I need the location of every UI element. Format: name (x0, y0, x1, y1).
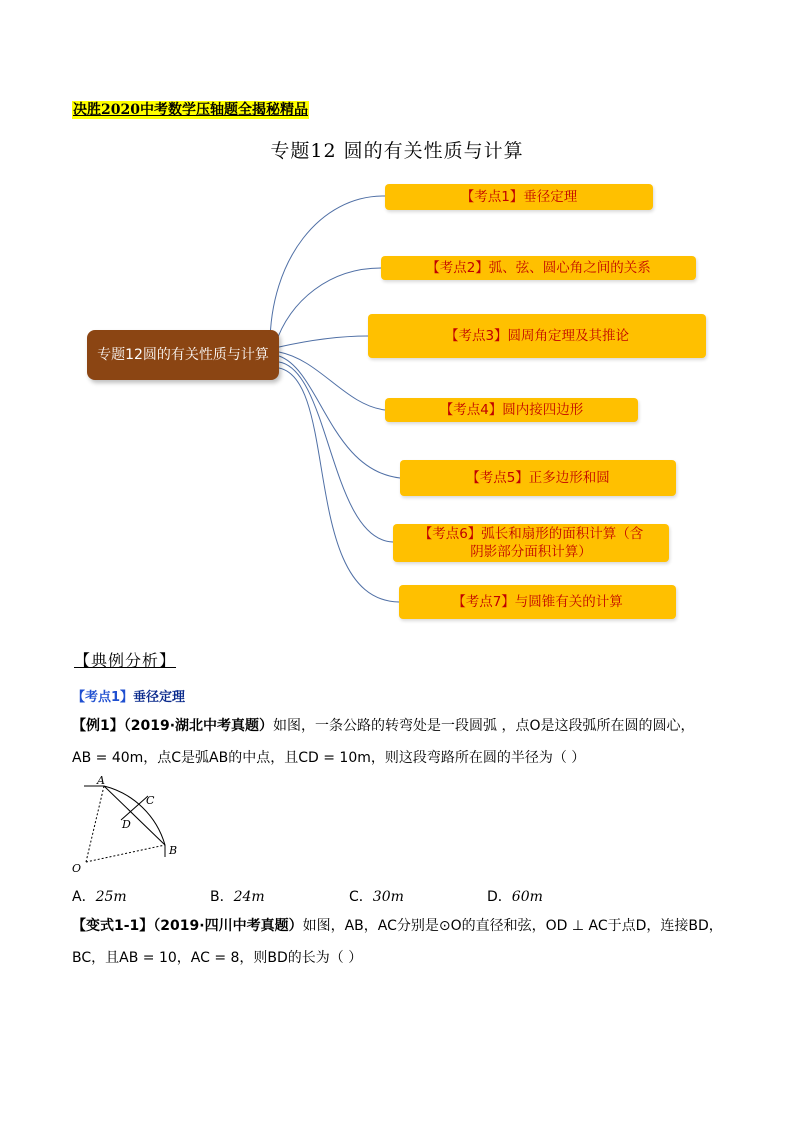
variant-line-1 (72, 916, 723, 936)
page-title: 专题12 圆的有关性质与计算 (270, 140, 524, 162)
example-tag: 【例1】 (72, 718, 124, 734)
example-text-1: 如图，一条公路的转弯处是一段圆弧 ，点O是这段弧所在圆的圆心， (273, 718, 695, 734)
example-line-2 (72, 748, 585, 768)
choice-b: B．24m (210, 889, 265, 905)
kaodian-label: 垂径定理 (133, 690, 186, 705)
variant-tag: 【变式1-1】 (72, 918, 154, 934)
choice-a: A．25m (72, 889, 127, 905)
mindmap-topic-2: 【考点2】弧、弦、圆心角之间的关系 (381, 256, 696, 280)
example-source: （2019·湖北中考真题） (123, 718, 274, 734)
variant-line-2 (72, 948, 362, 968)
label-a: A (97, 774, 105, 787)
mindmap-topic-5: 【考点5】正多边形和圆 (400, 460, 676, 496)
choice-c: C．30m (349, 889, 404, 905)
book-banner: 决胜2020中考数学压轴题全揭秘精品 (73, 102, 308, 118)
mindmap-topic-6: 【考点6】弧长和扇形的面积计算（含阴影部分面积计算） (393, 524, 669, 562)
arc-figure (62, 772, 192, 872)
mindmap-topic-4: 【考点4】圆内接四边形 (385, 398, 638, 422)
mindmap-topic-7: 【考点7】与圆锥有关的计算 (399, 585, 676, 619)
kaodian-bracket: 【考点1】 (72, 690, 134, 705)
label-o: O (72, 862, 82, 872)
mindmap-topic-3: 【考点3】圆周角定理及其推论 (368, 314, 706, 358)
variant-source: （2019·四川中考真题） (153, 918, 303, 934)
label-b: B (169, 844, 178, 857)
mindmap-topic-1: 【考点1】垂径定理 (385, 184, 653, 210)
example-text-2: AB = 40m，点C是弧AB的中点，且CD = 10m，则这段弯路所在圆的半径为（ ） (72, 750, 586, 766)
example-line-1 (72, 716, 695, 736)
mindmap-root: 专题12圆的有关性质与计算 (87, 330, 279, 380)
section-heading: 【典例分析】 (74, 651, 177, 670)
kaodian-heading (72, 686, 185, 705)
label-c: C (146, 794, 155, 807)
label-d: D (122, 818, 131, 831)
choice-d: D．60m (487, 889, 543, 905)
variant-text-2: BC，且AB = 10，AC = 8，则BD的长为（ ） (72, 950, 363, 966)
variant-text-1: 如图，AB，AC分别是⊙O的直径和弦，OD ⊥ AC于点D，连接BD， (302, 918, 723, 934)
